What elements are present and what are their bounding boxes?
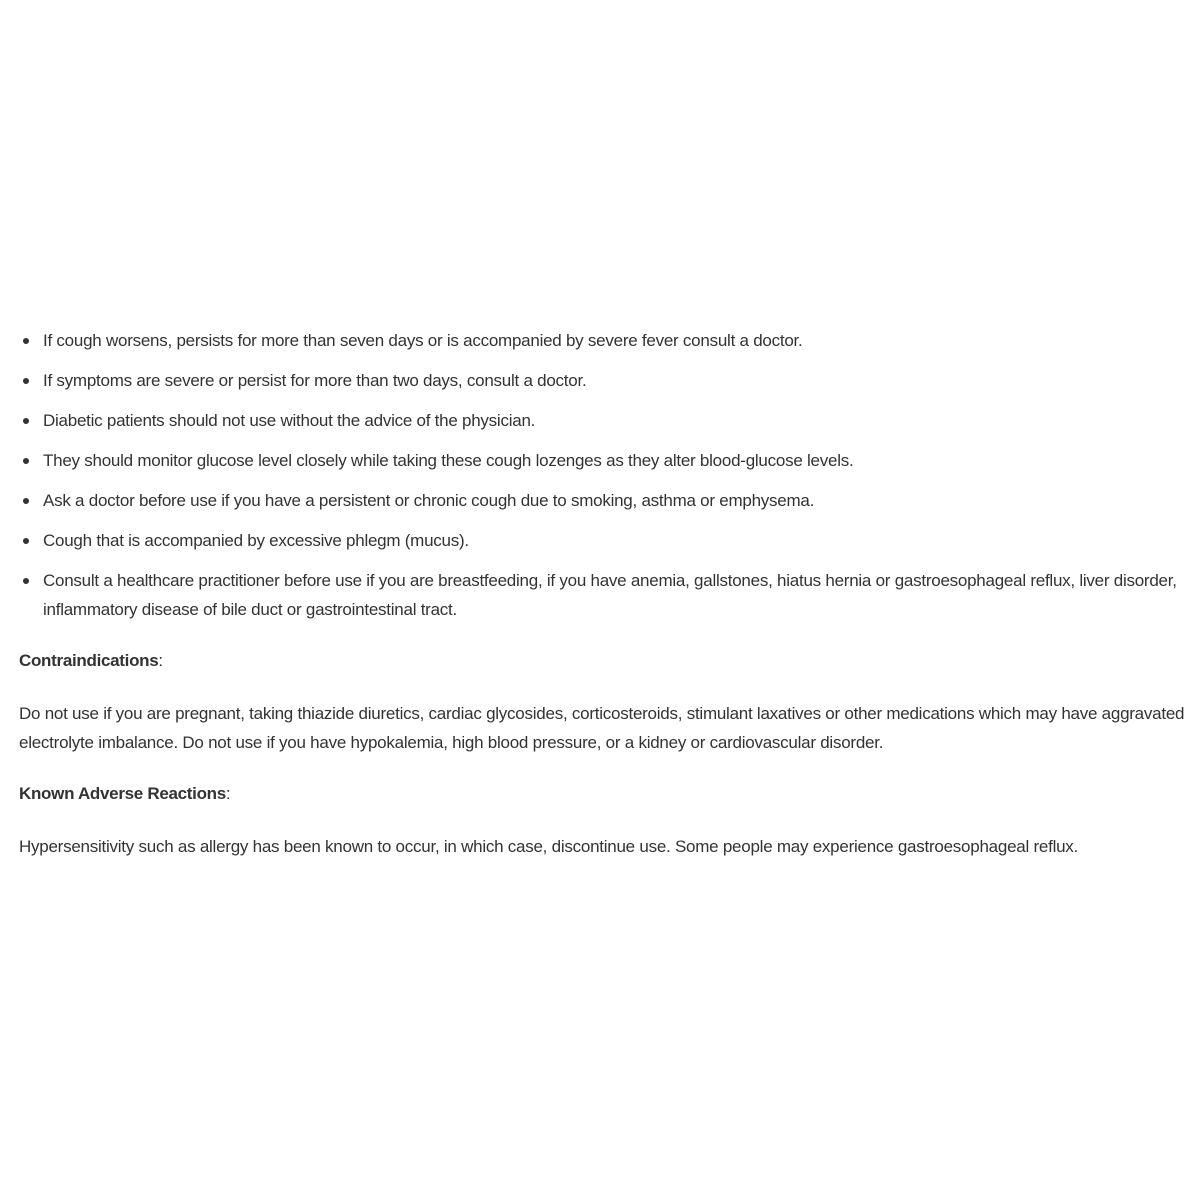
list-item (19, 446, 1189, 475)
warnings-list (19, 326, 1189, 624)
adverse-reactions-heading-text: Known Adverse Reactions (19, 784, 226, 803)
list-item (19, 486, 1189, 515)
list-item (19, 566, 1189, 624)
list-item (19, 526, 1189, 555)
warning-text: If cough worsens, persists for more than seven days or is accompanied by severe fever consult a doctor. (43, 331, 803, 350)
warning-text: They should monitor glucose level closely while taking these cough lozenges as they alter blood-glucose levels. (43, 451, 854, 470)
warning-text: If symptoms are severe or persist for more than two days, consult a doctor. (43, 371, 587, 390)
contraindications-heading-colon: : (158, 651, 163, 670)
list-item (19, 366, 1189, 395)
warning-text: Cough that is accompanied by excessive phlegm (mucus). (43, 531, 469, 550)
warning-text: Ask a doctor before use if you have a persistent or chronic cough due to smoking, asthma or emphysema. (43, 491, 815, 510)
bullet-icon (23, 578, 29, 584)
adverse-reactions-text: Hypersensitivity such as allergy has been known to occur, in which case, discontinue use. Some people may experience gastroesophageal reflux. (19, 837, 1079, 856)
bullet-icon (23, 338, 29, 344)
product-info-content (19, 326, 1189, 861)
bullet-icon (23, 498, 29, 504)
warning-text: Diabetic patients should not use without the advice of the physician. (43, 411, 536, 430)
bullet-icon (23, 538, 29, 544)
adverse-reactions-heading-colon: : (225, 784, 231, 803)
adverse-reactions-heading (19, 779, 1189, 808)
contraindications-text: Do not use if you are pregnant, taking thiazide diuretics, cardiac glycosides, corticosteroids, stimulant laxatives or other medications which may have aggravated electrolyte imbalance. Do not use if you have hypokalemia, high blood pressure, or a kidney or cardiovascular disorder. (19, 704, 1185, 752)
contraindications-heading (19, 646, 1189, 675)
bullet-icon (23, 418, 29, 424)
bullet-icon (23, 378, 29, 384)
contraindications-heading-text: Contraindications (19, 651, 159, 670)
warning-text: Consult a healthcare practitioner before use if you are breastfeeding, if you have anemia, gallstones, hiatus hernia or gastroesophageal reflux, liver disorder, inflammatory disease of bile duct or gastrointestinal tract. (43, 571, 1177, 619)
list-item (19, 406, 1189, 435)
bullet-icon (23, 458, 29, 464)
list-item (19, 326, 1189, 355)
